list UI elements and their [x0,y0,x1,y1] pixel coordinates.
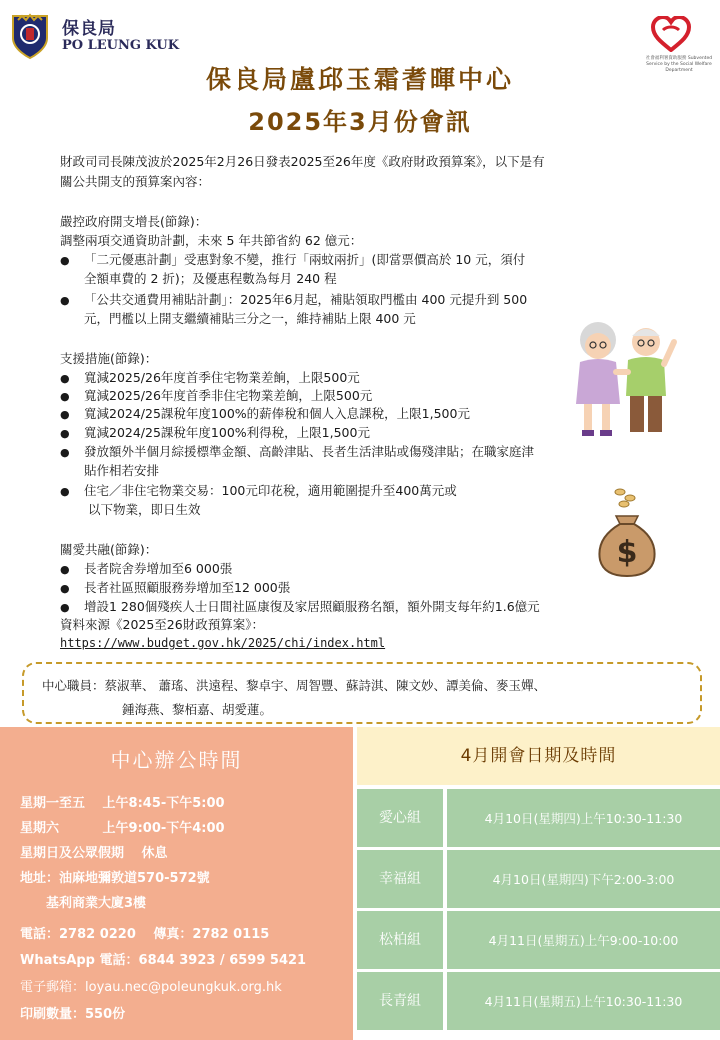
bullet-icon [60,423,84,443]
org-name-chinese: 保良局 [62,19,116,39]
staff-list-line-2: 鍾海燕、黎栢嘉、胡愛蓮。 [122,702,273,717]
elderly-couple-illustration-icon [560,312,680,442]
list-item: ● 寬減2024/25課稅年度100%的薪俸稅和個人入息課稅，上限1,500元 [60,404,680,424]
meeting-group-name: 松柏組 [379,932,421,948]
budget-source-link[interactable]: https://www.budget.gov.hk/2025/chi/index.html [60,636,386,650]
list-item: ● 增設1 280個殘疾人士日間社區康復及家居照顧服務名額，額外開支每年約1.6億元 [60,597,700,617]
list-item: ● 「公共交通費用補貼計劃」：2025年6月起，補貼領取門檻由 400 元提升到 500 元，門檻以上開支繼續補貼三分之一，維持補貼上限 400 元 [60,290,680,328]
bullet-icon [60,597,84,617]
bullet-icon [60,386,84,406]
bullet-icon [60,404,84,424]
office-email: 電子郵箱：loyau.nec@poleungkuk.org.hk [20,980,282,995]
po-leung-kuk-crest-icon [10,12,50,60]
list-item: ● 寬減2025/26年度首季住宅物業差餉，上限500元 [60,368,680,388]
bullet-icon [60,250,84,288]
centre-title: 保良局盧邱玉霜耆暉中心 [205,65,514,94]
swd-heart-logo-icon [651,16,691,52]
section2-heading: 支援措施(節錄)： [60,351,158,366]
meeting-group-name: 長青組 [379,993,421,1009]
office-line: 星期六 上午9:00-下午4:00 [20,821,225,836]
bullet-icon [60,481,84,519]
meeting-time: 4月11日(星期五)上午10:30-11:30 [484,994,683,1009]
staff-list-line-1: 中心職員：蔡淑華、 蕭瑤、洪遠程、黎卓宇、周智豐、蘇詩淇、陳文妙、譚美倫、麥玉嬋、 [42,678,546,693]
office-phone-fax: 電話：2782 0220 傳真：2782 0115 [20,927,270,942]
svg-text:$: $ [616,535,638,570]
list-item: ● 寬減2024/25課稅年度100%利得稅，上限1,500元 [60,423,680,443]
bullet-icon [60,290,84,328]
list-item: ● 寬減2025/26年度首季非住宅物業差餉，上限500元 [60,386,680,406]
meeting-time: 4月11日(星期五)上午9:00-10:00 [488,933,679,948]
swd-caption: 社會福利署資助服務 Subvented Service by the Social Welfare Department [645,56,713,73]
org-name-english: PO LEUNG KUK [62,38,179,53]
meeting-group-name: 幸福組 [379,871,421,887]
intro-line-2: 關公共開支的預算案內容： [60,174,211,189]
print-quantity: 印刷數量：550份 [20,1007,126,1022]
meeting-group-name: 愛心組 [379,810,421,826]
section1-heading: 嚴控政府開支增長(節錄)： [60,214,208,229]
office-address-line-2: 基利商業大廈3樓 [20,896,147,911]
list-item: ● 長者社區照顧服務券增加至12 000張 [60,578,680,598]
meeting-time: 4月10日(星期四)下午2:00-3:00 [492,872,675,887]
bullet-icon [60,578,84,598]
list-item: ● 發放額外半個月綜援標準金額、高齡津貼、長者生活津貼或傷殘津貼；在職家庭津 貼作相若安排 [60,442,680,480]
section3-heading: 關愛共融(節錄)： [60,542,158,557]
intro-line-1: 財政司司長陳茂波於2025年2月26日發表2025至26年度《政府財政預算案》，以下是有 [60,154,545,169]
list-item: ● 「二元優惠計劃」受惠對象不變，推行「兩蚊兩折」(即當票價高於 10 元，須付 全額車費的 2 折)；及優惠程數為每月 240 程 [60,250,680,288]
office-line: 星期一至五 上午8:45-下午5:00 [20,796,225,811]
office-hours-title: 中心辦公時間 [110,748,243,772]
list-item: ● 長者院舍券增加至6 000張 [60,559,680,579]
bullet-icon [60,368,84,388]
bullet-icon [60,442,84,480]
list-item: ● 住宅／非住宅物業交易：100元印花稅，適用範圍提升至400萬元或 以下物業，即日生效 [60,481,680,519]
newsletter-issue-title: 2025年3月份會訊 [248,108,472,136]
office-line: 星期日及公眾假期 休息 [20,846,168,861]
section1-subheading: 調整兩項交通資助計劃，未來 5 年共節省約 62 億元： [60,233,363,248]
meeting-title: 4月開會日期及時間 [460,746,617,766]
source-label: 資料來源《2025至26財政預算案》： [60,617,264,632]
office-address: 地址：油麻地彌敦道570-572號 [20,871,210,886]
office-whatsapp: WhatsApp 電話：6844 3923 / 6599 5421 [20,953,307,968]
meeting-time: 4月10日(星期四)上午10:30-11:30 [484,811,683,826]
bullet-icon [60,559,84,579]
